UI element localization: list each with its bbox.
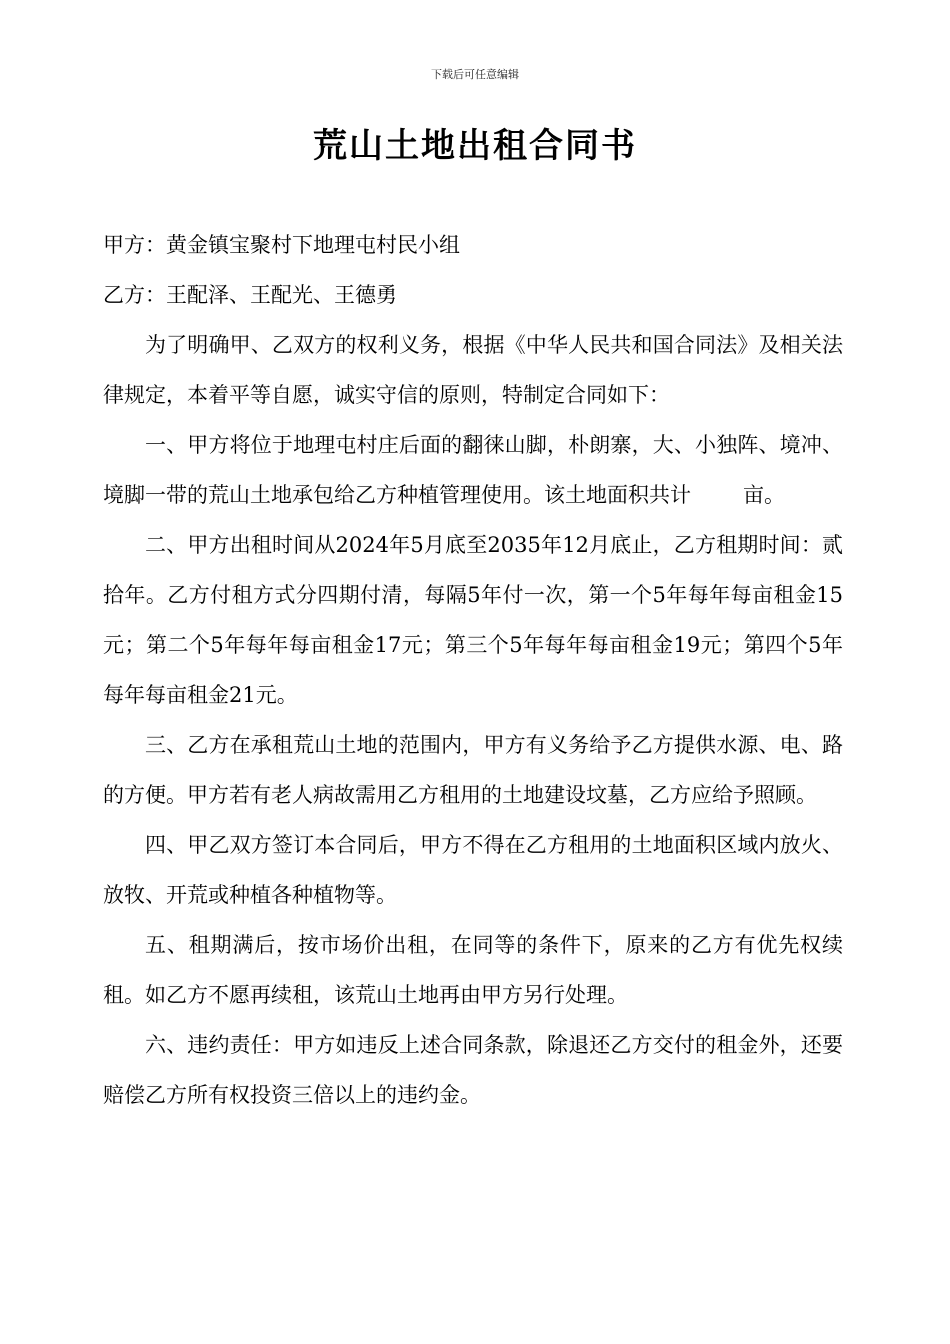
clause-6: 六、违约责任：甲方如违反上述合同条款，除退还乙方交付的租金外，还要赔偿乙方所有权投资三倍以上的违约金。 xyxy=(103,1033,843,1107)
document-body xyxy=(103,220,843,1120)
header-note: 下载后可任意编辑 xyxy=(431,68,519,81)
intro-paragraph: 为了明确甲、乙双方的权利义务，根据《中华人民共和国合同法》及相关法律规定，本着平等自愿，诚实守信的原则，特制定合同如下： xyxy=(103,333,843,407)
clause-5: 五、租期满后，按市场价出租，在同等的条件下，原来的乙方有优先权续租。如乙方不愿再续租，该荒山土地再由甲方另行处理。 xyxy=(103,933,843,1007)
clause-3: 三、乙方在承租荒山土地的范围内，甲方有义务给予乙方提供水源、电、路的方便。甲方若有老人病故需用乙方租用的土地建设坟墓，乙方应给予照顾。 xyxy=(103,733,843,807)
clause-1-unit: 亩。 xyxy=(743,483,785,507)
clause-2: 二、甲方出租时间从2024年5月底至2035年12月底止，乙方租期时间：贰拾年。乙方付租方式分四期付清，每隔5年付一次，第一个5年每年每亩租金15元；第二个5年每年每亩租金17元；第三个5年每年每亩租金19元；第四个5年每年每亩租金21元。 xyxy=(103,533,843,707)
clause-1 xyxy=(103,420,843,520)
clause-1-text: 一、甲方将位于地理屯村庄后面的翻徕山脚，朴朗寨，大、小独阵、境冲、境脚一带的荒山土地承包给乙方种植管理使用。该土地面积共计 xyxy=(103,433,843,507)
clause-4: 四、甲乙双方签订本合同后，甲方不得在乙方租用的土地面积区域内放火、放牧、开荒或种植各种植物等。 xyxy=(103,833,843,907)
document-title: 荒山土地出租合同书 xyxy=(313,126,637,166)
party-b-line: 乙方：王配泽、王配光、王德勇 xyxy=(103,283,397,307)
party-a-line: 甲方：黄金镇宝聚村下地理屯村民小组 xyxy=(103,233,460,257)
